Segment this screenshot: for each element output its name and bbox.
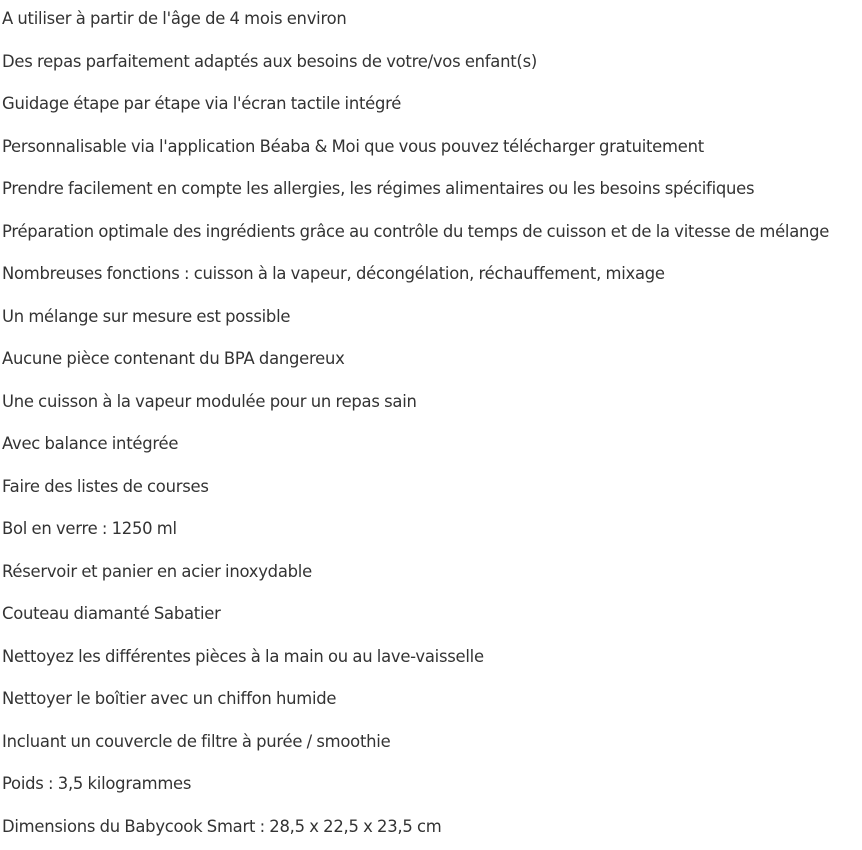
feature-dishwasher-cleaning: Nettoyez les différentes pièces à la main ou au lave-vaisselle [2, 638, 860, 681]
feature-allergies: Prendre facilement en compte les allergies, les régimes alimentaires ou les besoins spécifiques [2, 170, 860, 213]
feature-glass-bowl: Bol en verre : 1250 ml [2, 510, 860, 553]
feature-app-customization: Personnalisable via l'application Béaba & Moi que vous pouvez télécharger gratuitement [2, 128, 860, 171]
feature-steam-cooking: Une cuisson à la vapeur modulée pour un repas sain [2, 383, 860, 426]
feature-integrated-scale: Avec balance intégrée [2, 425, 860, 468]
feature-housing-cleaning: Nettoyer le boîtier avec un chiffon humide [2, 680, 860, 723]
feature-weight: Poids : 3,5 kilogrammes [2, 765, 860, 808]
feature-touchscreen-guidance: Guidage étape par étape via l'écran tactile intégré [2, 85, 860, 128]
feature-functions: Nombreuses fonctions : cuisson à la vapeur, décongélation, réchauffement, mixage [2, 255, 860, 298]
feature-stainless-tank: Réservoir et panier en acier inoxydable [2, 553, 860, 596]
feature-shopping-lists: Faire des listes de courses [2, 468, 860, 511]
feature-list [2, 0, 860, 850]
feature-custom-mixing: Un mélange sur mesure est possible [2, 298, 860, 341]
feature-bpa-free: Aucune pièce contenant du BPA dangereux [2, 340, 860, 383]
feature-adapted-meals: Des repas parfaitement adaptés aux besoins de votre/vos enfant(s) [2, 43, 860, 86]
feature-dimensions: Dimensions du Babycook Smart : 28,5 x 22,5 x 23,5 cm [2, 808, 860, 850]
feature-age: A utiliser à partir de l'âge de 4 mois environ [2, 0, 860, 43]
feature-sabatier-knife: Couteau diamanté Sabatier [2, 595, 860, 638]
feature-optimal-preparation: Préparation optimale des ingrédients grâce au contrôle du temps de cuisson et de la vitesse de mélange [2, 213, 860, 256]
feature-filter-lid: Incluant un couvercle de filtre à purée / smoothie [2, 723, 860, 766]
